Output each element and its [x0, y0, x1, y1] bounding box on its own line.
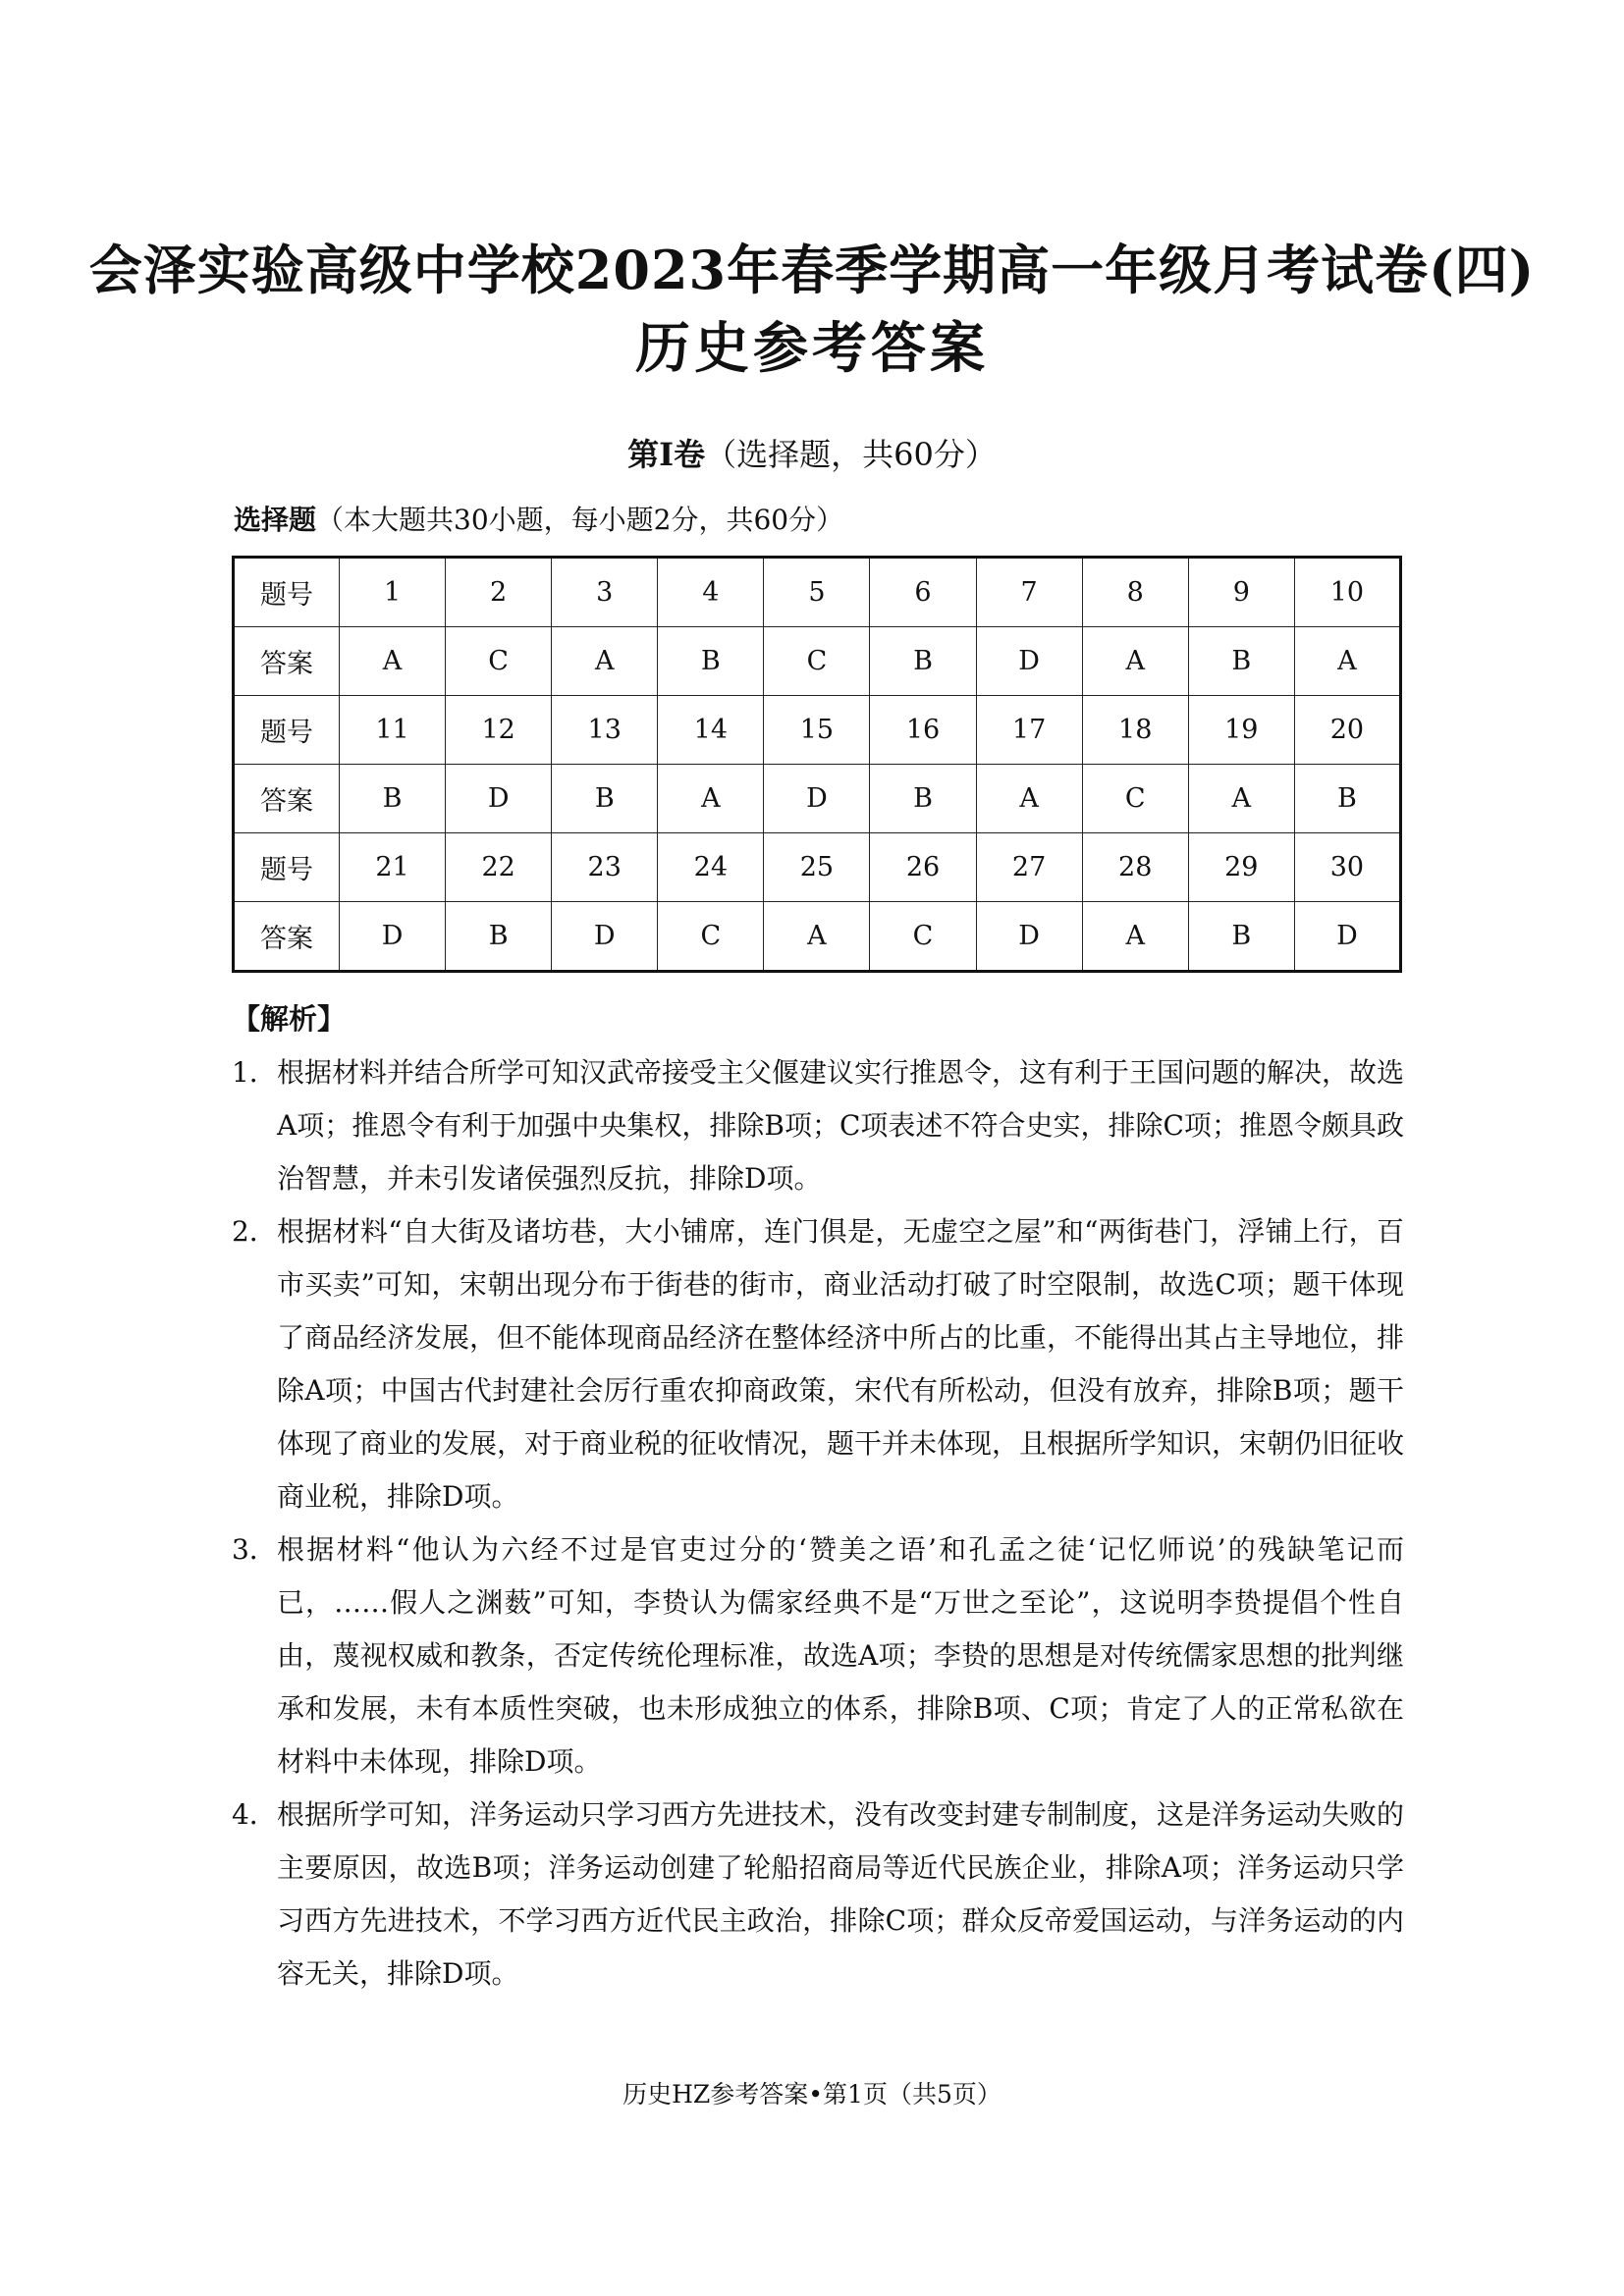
question-number: 16 [870, 696, 976, 765]
answer-cell: B [1188, 627, 1294, 696]
analysis-item-number: 3． [232, 1533, 277, 1566]
question-number: 24 [658, 833, 764, 902]
answer-cell: B [446, 902, 552, 972]
answer-cell: C [870, 902, 976, 972]
answer-cell: A [340, 627, 446, 696]
answer-cell: D [1294, 902, 1400, 972]
answer-cell: C [446, 627, 552, 696]
answer-cell: B [870, 765, 976, 833]
question-number: 29 [1188, 833, 1294, 902]
question-number: 6 [870, 558, 976, 627]
question-number: 27 [976, 833, 1082, 902]
table-row-numbers [234, 833, 1401, 902]
question-number: 26 [870, 833, 976, 902]
answer-cell: A [1188, 765, 1294, 833]
answer-cell: B [1188, 902, 1294, 972]
question-number: 10 [1294, 558, 1400, 627]
question-number: 4 [658, 558, 764, 627]
question-number: 18 [1082, 696, 1188, 765]
answer-table [232, 556, 1402, 973]
answer-cell: D [340, 902, 446, 972]
table-row-answers [234, 902, 1401, 972]
question-number: 13 [552, 696, 658, 765]
answer-cell: A [764, 902, 870, 972]
answer-cell: C [1082, 765, 1188, 833]
answer-cell: A [658, 765, 764, 833]
question-number: 1 [340, 558, 446, 627]
answer-cell: B [552, 765, 658, 833]
answer-cell: B [1294, 765, 1400, 833]
question-number: 19 [1188, 696, 1294, 765]
analysis-list [232, 1046, 1404, 2001]
answer-cell: D [976, 902, 1082, 972]
question-number: 20 [1294, 696, 1400, 765]
answer-cell: B [340, 765, 446, 833]
analysis-item-number: 1． [232, 1056, 277, 1089]
question-number: 5 [764, 558, 870, 627]
row-label-answer: 答案 [234, 765, 340, 833]
question-number: 15 [764, 696, 870, 765]
question-number: 22 [446, 833, 552, 902]
analysis-item [232, 1789, 1404, 2001]
question-number: 11 [340, 696, 446, 765]
answer-cell: B [658, 627, 764, 696]
answer-cell: A [1294, 627, 1400, 696]
question-number: 9 [1188, 558, 1294, 627]
question-number: 17 [976, 696, 1082, 765]
choice-label-rest: （本大题共30小题，每小题2分，共60分） [316, 504, 844, 536]
answer-cell: D [764, 765, 870, 833]
analysis-item-text: 根据材料“自大街及诸坊巷，大小铺席，连门俱是，无虚空之屋”和“两街巷门，浮铺上行，百市买卖”可知，宋朝出现分布于街巷的街市，商业活动打破了时空限制，故选C项；题干体现了商品经济发展，但不能体现商品经济在整体经济中所占的比重，不能得出其占主导地位，排除A项；中国古代封建社会厉行重农抑商政策，宋代有所松动，但没有放弃，排除B项；题干体现了商业的发展，对于商业税的征收情况，题干并未体现，且根据所学知识，宋朝仍旧征收商业税，排除D项。 [277, 1215, 1405, 1513]
table-row-answers [234, 765, 1401, 833]
section-heading [0, 435, 1624, 474]
answer-cell: A [1082, 902, 1188, 972]
analysis-item-text: 根据所学可知，洋务运动只学习西方先进技术，没有改变封建专制制度，这是洋务运动失败的主要原因，故选B项；洋务运动创建了轮船招商局等近代民族企业，排除A项；洋务运动只学习西方先进技术，不学习西方近代民主政治，排除C项；群众反帝爱国运动，与洋务运动的内容无关，排除D项。 [277, 1798, 1405, 1990]
answer-cell: C [658, 902, 764, 972]
analysis-item-number: 4． [232, 1798, 277, 1831]
question-number: 8 [1082, 558, 1188, 627]
answer-cell: D [976, 627, 1082, 696]
section-heading-strong: 第Ⅰ卷 [627, 436, 706, 473]
row-label-number: 题号 [234, 696, 340, 765]
analysis-item-number: 2． [232, 1215, 277, 1248]
question-number: 7 [976, 558, 1082, 627]
answer-cell: D [552, 902, 658, 972]
document-title: 会泽实验高级中学校2023年春季学期高一年级月考试卷(四) [88, 239, 1536, 301]
row-label-number: 题号 [234, 833, 340, 902]
question-number: 28 [1082, 833, 1188, 902]
analysis-item [232, 1046, 1404, 1205]
table-row-numbers [234, 696, 1401, 765]
question-number: 23 [552, 833, 658, 902]
answer-cell: A [1082, 627, 1188, 696]
analysis-item-text: 根据材料并结合所学可知汉武帝接受主父偃建议实行推恩令，这有利于王国问题的解决，故选A项；推恩令有利于加强中央集权，排除B项；C项表述不符合史实，排除C项；推恩令颇具政治智慧，并未引发诸侯强烈反抗，排除D项。 [277, 1056, 1405, 1195]
question-number: 25 [764, 833, 870, 902]
answer-cell: A [976, 765, 1082, 833]
question-number: 3 [552, 558, 658, 627]
page-footer: 历史HZ参考答案•第1页（共5页） [623, 2080, 1001, 2109]
question-number: 12 [446, 696, 552, 765]
analysis-item [232, 1523, 1404, 1789]
answer-cell: C [764, 627, 870, 696]
table-row-answers [234, 627, 1401, 696]
question-number: 30 [1294, 833, 1400, 902]
choice-question-label [234, 503, 843, 538]
analysis-item-text: 根据材料“他认为六经不过是官吏过分的‘赞美之语’和孔孟之徒‘记忆师说’的残缺笔记而已，……假人之渊薮”可知，李贽认为儒家经典不是“万世之至论”，这说明李贽提倡个性自由，蔑视权威和教条，否定传统伦理标准，故选A项；李贽的思想是对传统儒家思想的批判继承和发展，未有本质性突破，也未形成独立的体系，排除B项、C项；肯定了人的正常私欲在材料中未体现，排除D项。 [277, 1533, 1404, 1778]
table-row-numbers [234, 558, 1401, 627]
choice-label-strong: 选择题 [234, 504, 317, 536]
answer-cell: B [870, 627, 976, 696]
answer-cell: D [446, 765, 552, 833]
row-label-answer: 答案 [234, 627, 340, 696]
row-label-answer: 答案 [234, 902, 340, 972]
question-number: 14 [658, 696, 764, 765]
analysis-item [232, 1205, 1404, 1523]
section-heading-rest: （选择题，共60分） [705, 436, 997, 473]
question-number: 2 [446, 558, 552, 627]
answer-cell: A [552, 627, 658, 696]
analysis-label: 【解析】 [232, 1002, 347, 1036]
row-label-number: 题号 [234, 558, 340, 627]
question-number: 21 [340, 833, 446, 902]
document-subtitle: 历史参考答案 [635, 316, 989, 381]
